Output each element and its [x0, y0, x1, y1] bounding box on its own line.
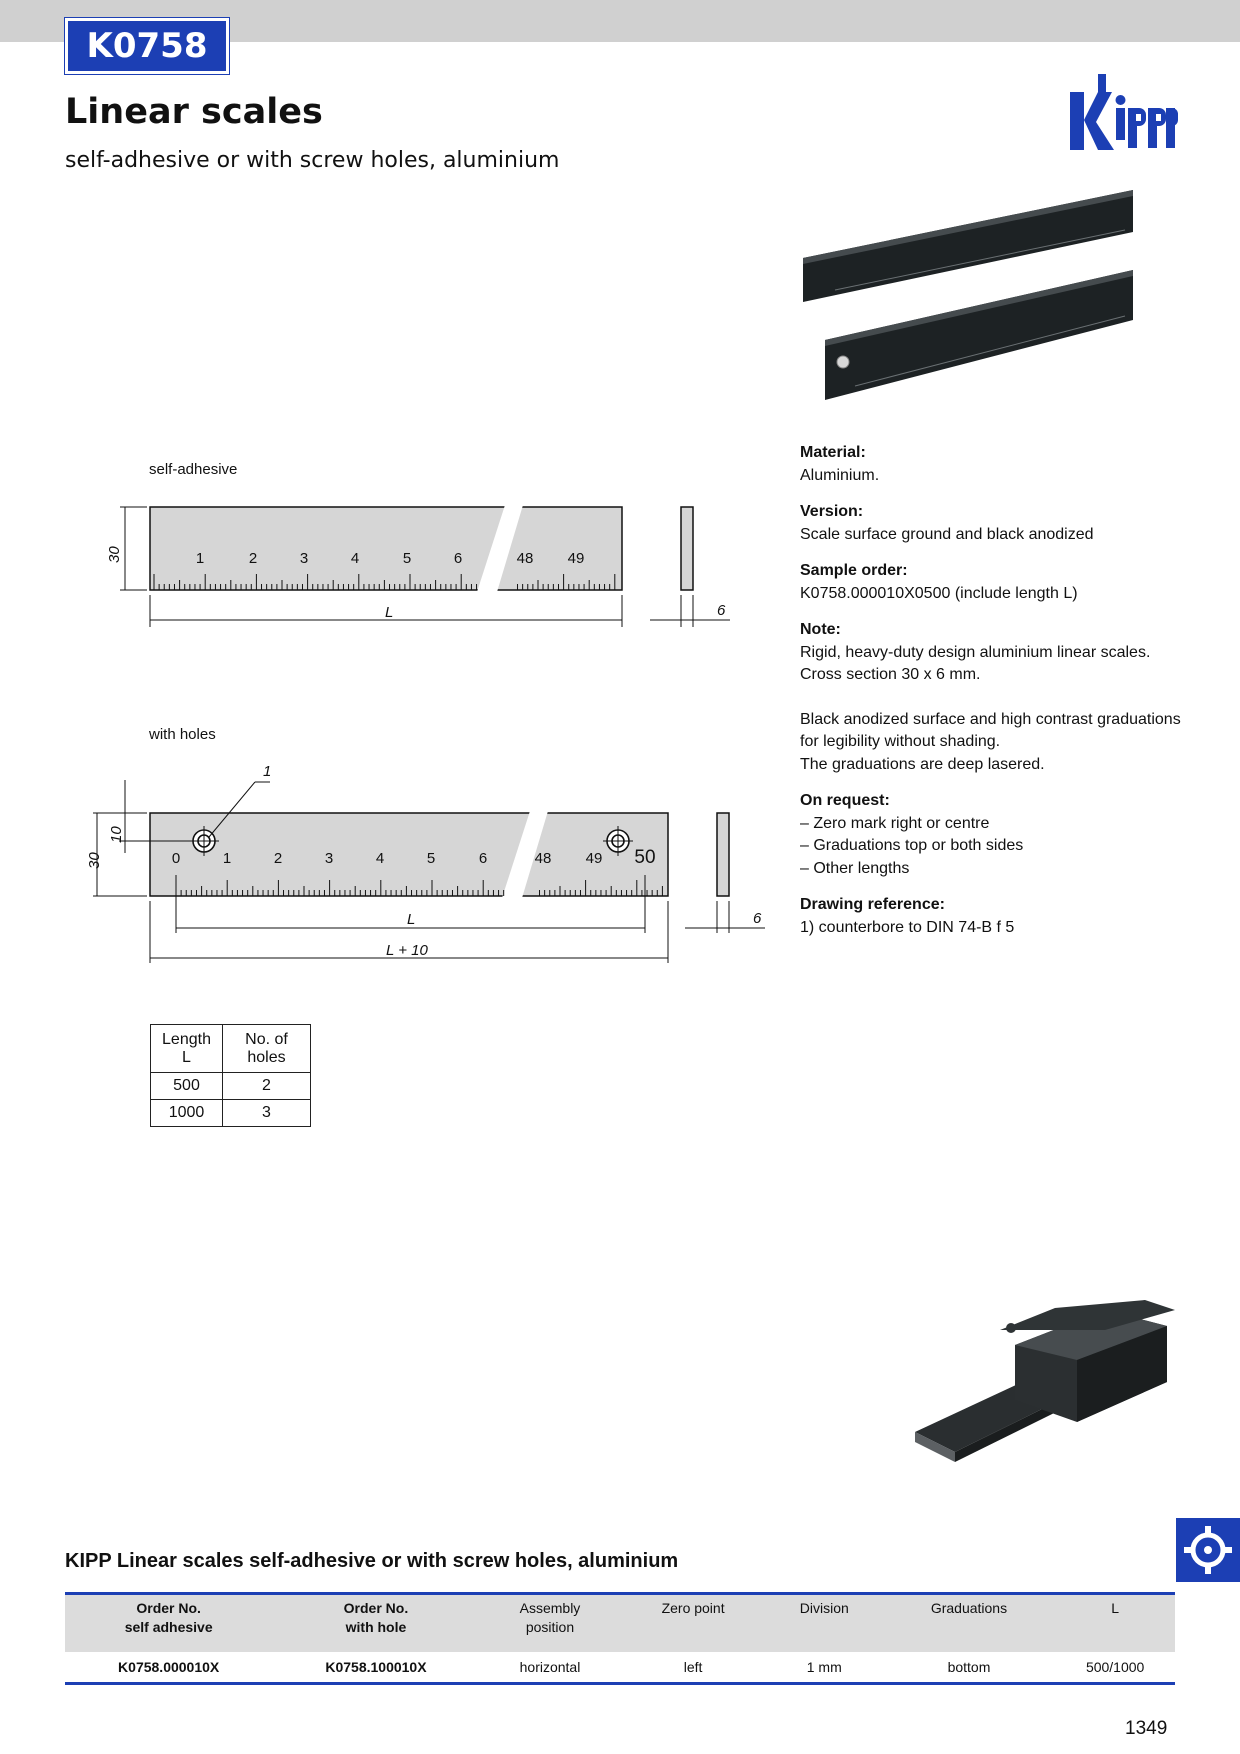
label-self-adhesive: self-adhesive	[149, 461, 238, 478]
spec-value: – Zero mark right or centre	[800, 814, 990, 832]
dim-length-holes: L	[407, 911, 416, 928]
product-specs	[800, 442, 1200, 953]
product-code-badge: K0758	[65, 18, 229, 74]
tick-label: 50	[634, 847, 656, 868]
tick-label: 49	[567, 550, 585, 567]
tick-label: 4	[350, 550, 360, 567]
kipp-logo-icon	[1068, 74, 1180, 160]
table-cell: 1000	[151, 1100, 223, 1127]
table-header: L	[1111, 1600, 1120, 1616]
spec-value: Aluminium.	[800, 466, 880, 484]
spec-label: Note:	[800, 621, 841, 638]
order-number-with-hole: K0758.100010X	[272, 1652, 479, 1684]
table-cell: 2	[223, 1073, 311, 1100]
spec-material	[800, 442, 1200, 487]
table-header: Assembly position	[519, 1600, 581, 1635]
spec-value: Black anodized surface and high contrast graduations	[800, 710, 1181, 728]
order-table	[65, 1592, 1175, 1685]
table-cell: 500	[151, 1073, 223, 1100]
table-header: Order No. with hole	[343, 1600, 409, 1635]
tick-label: 1	[222, 850, 232, 867]
holes-table	[150, 1024, 311, 1127]
spec-value: The graduations are deep lasered.	[800, 755, 1045, 773]
tick-label: 49	[585, 850, 603, 867]
dim-length-plus: L + 10	[386, 942, 428, 959]
spec-label: Sample order:	[800, 562, 908, 579]
table-row	[151, 1073, 311, 1100]
tick-label: 4	[375, 850, 385, 867]
table-header: Order No. self adhesive	[124, 1600, 213, 1635]
table-cell: left	[620, 1652, 766, 1684]
spec-label: Material:	[800, 444, 866, 461]
spec-value: – Other lengths	[800, 859, 910, 877]
spec-value: K0758.000010X0500 (include length L)	[800, 584, 1078, 602]
table-cell: 3	[223, 1100, 311, 1127]
spec-value: Cross section 30 x 6 mm.	[800, 666, 981, 683]
dim-thickness: 6	[717, 602, 726, 619]
table-cell: 500/1000	[1055, 1652, 1175, 1684]
product-photo-application	[905, 1290, 1180, 1470]
spec-on-request	[800, 790, 1200, 880]
tick-label: 2	[248, 550, 258, 567]
tick-label: 48	[534, 850, 552, 867]
spec-version	[800, 501, 1200, 546]
dim-thickness-holes: 6	[753, 910, 762, 927]
product-photo-scales	[795, 190, 1135, 410]
spec-label: On request:	[800, 792, 890, 809]
page-title: Linear scales	[65, 92, 323, 132]
table-cell: bottom	[883, 1652, 1056, 1684]
spec-value: – Graduations top or both sides	[800, 837, 1024, 854]
tick-label: 5	[402, 550, 412, 567]
table-header: Length L	[151, 1025, 223, 1073]
label-with-holes: with holes	[149, 726, 216, 743]
dim-hole-offset: 10	[108, 826, 125, 843]
table-header: Zero point	[661, 1600, 725, 1616]
order-number-self-adhesive: K0758.000010X	[65, 1652, 272, 1684]
dim-height: 30	[106, 546, 123, 563]
dim-length: L	[385, 604, 394, 621]
spec-value: for legibility without shading.	[800, 733, 1001, 750]
spec-label: Version:	[800, 503, 864, 520]
tick-label: 6	[478, 850, 488, 867]
table-cell: 1 mm	[766, 1652, 883, 1684]
spec-note	[800, 619, 1200, 776]
target-icon[interactable]	[1176, 1518, 1240, 1582]
table-header: Division	[799, 1600, 849, 1616]
spec-sample-order	[800, 560, 1200, 605]
table-row	[151, 1100, 311, 1127]
page-number: 1349	[1125, 1718, 1168, 1739]
tick-label: 1	[195, 550, 205, 567]
tick-label: 3	[324, 850, 334, 867]
spec-value: Rigid, heavy-duty design aluminium linear scales.	[800, 643, 1151, 661]
table-header: No. of holes	[223, 1025, 311, 1073]
table-row	[65, 1652, 1175, 1684]
dim-height-holes: 30	[86, 852, 103, 869]
tick-label: 0	[171, 850, 181, 867]
table-cell: horizontal	[480, 1652, 621, 1684]
tick-label: 5	[426, 850, 436, 867]
spec-value: 1) counterbore to DIN 74-B f 5	[800, 918, 1015, 936]
spec-label: Drawing reference:	[800, 896, 945, 913]
order-section-title: KIPP Linear scales self-adhesive or with screw holes, aluminium	[65, 1550, 679, 1572]
table-header: Graduations	[930, 1600, 1008, 1616]
spec-value: Scale surface ground and black anodized	[800, 525, 1094, 543]
spec-drawing-reference	[800, 894, 1200, 939]
tick-label: 2	[273, 850, 283, 867]
technical-drawing	[85, 455, 785, 975]
callout-label: 1	[263, 763, 272, 780]
tick-label: 48	[516, 550, 534, 567]
tick-label: 6	[453, 550, 463, 567]
tick-label: 3	[299, 550, 309, 567]
page-subtitle: self-adhesive or with screw holes, aluminium	[65, 148, 560, 173]
